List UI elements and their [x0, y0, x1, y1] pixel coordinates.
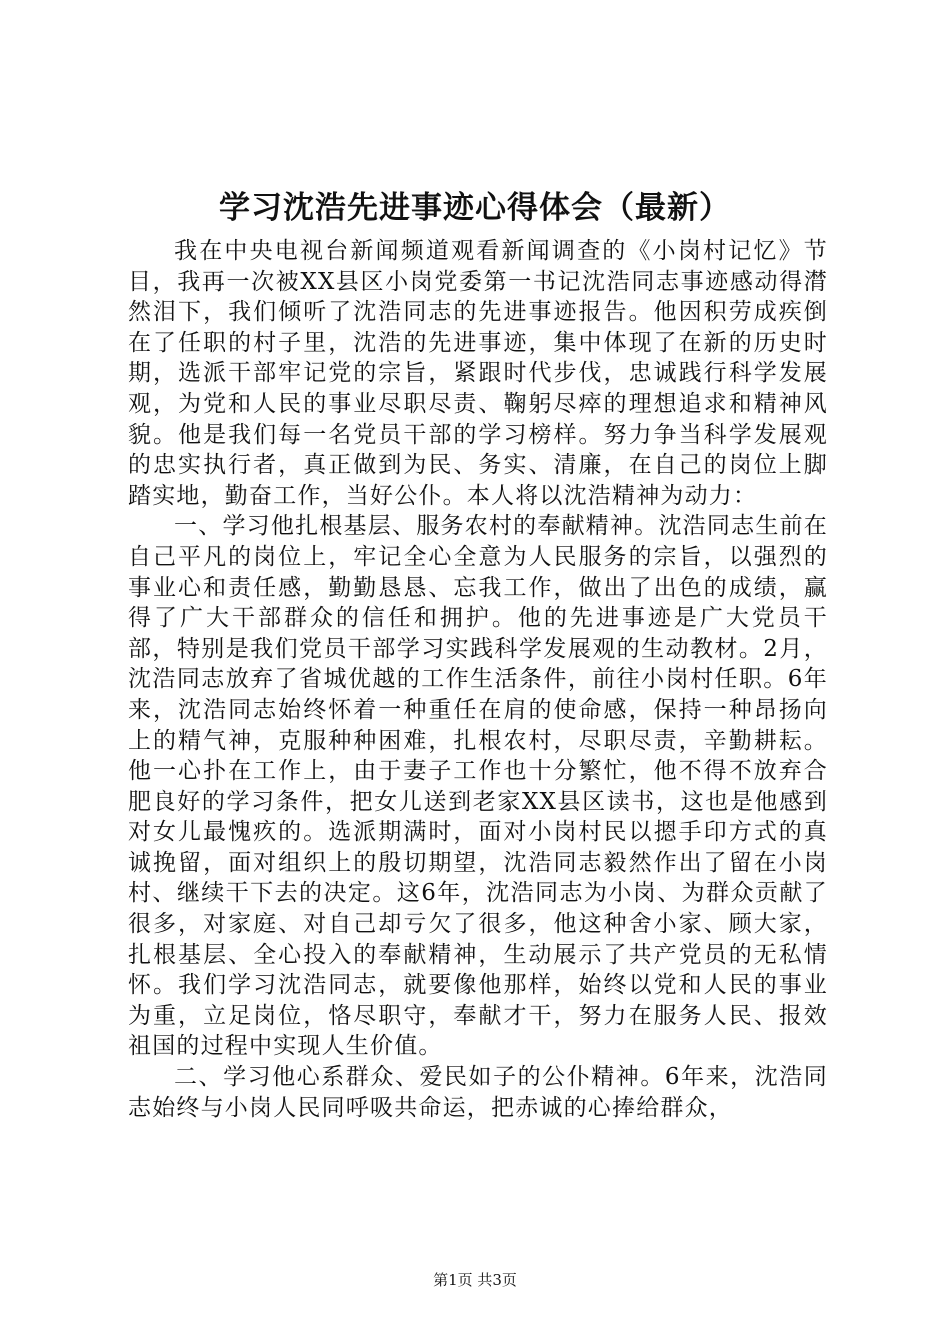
- paragraph-intro: 我在中央电视台新闻频道观看新闻调查的《小岗村记忆》节目，我再一次被XX县区小岗党委第一书记沈浩同志事迹感动得潸然泪下，我们倾听了沈浩同志的先进事迹报告。他因积劳成疾倒在了任职的村子里，沈浩的先进事迹，集中体现了在新的历史时期，选派干部牢记党的宗旨，紧跟时代步伐，忠诚践行科学发展观，为党和人民的事业尽职尽责、鞠躬尽瘁的理想追求和精神风貌。他是我们每一名党员干部的学习榜样。努力争当科学发展观的忠实执行者，真正做到为民、务实、清廉，在自己的岗位上脚踏实地，勤奋工作，当好公仆。本人将以沈浩精神为动力：: [128, 238, 828, 509]
- document-body: [128, 236, 828, 1123]
- paragraph-section-two: 二、学习他心系群众、爱民如子的公仆精神。6年来，沈浩同志始终与小岗人民同呼吸共命运，把赤诚的心捧给群众，: [128, 1064, 828, 1121]
- paragraph-section-one: 一、学习他扎根基层、服务农村的奉献精神。沈浩同志生前在自己平凡的岗位上，牢记全心全意为人民服务的宗旨，以强烈的事业心和责任感，勤勤恳恳、忘我工作，做出了出色的成绩，赢得了广大干部群众的信任和拥护。他的先进事迹是广大党员干部，特别是我们党员干部学习实践科学发展观的生动教材。2月，沈浩同志放弃了省城优越的工作生活条件，前往小岗村任职。6年来，沈浩同志始终怀着一种重任在肩的使命感，保持一种昂扬向上的精气神，克服种种困难，扎根农村，尽职尽责，辛勤耕耘。他一心扑在工作上，由于妻子工作也十分繁忙，他不得不放弃合肥良好的学习条件，把女儿送到老家XX县区读书，这也是他感到对女儿最愧疚的。选派期满时，面对小岗村民以摁手印方式的真诚挽留，面对组织上的殷切期望，沈浩同志毅然作出了留在小岗村、继续干下去的决定。这6年，沈浩同志为小岗、为群众贡献了很多，对家庭、对自己却亏欠了很多，他这种舍小家、顾大家，扎根基层、全心投入的奉献精神，生动展示了共产党员的无私情怀。我们学习沈浩同志，就要像他那样，始终以党和人民的事业为重，立足岗位，恪尽职守，奉献才干，努力在服务人民、报效祖国的过程中实现人生价值。: [128, 513, 828, 1060]
- document-title: 学习沈浩先进事迹心得体会（最新）: [219, 190, 731, 226]
- page-number-footer: 第1页 共3页: [433, 1271, 517, 1289]
